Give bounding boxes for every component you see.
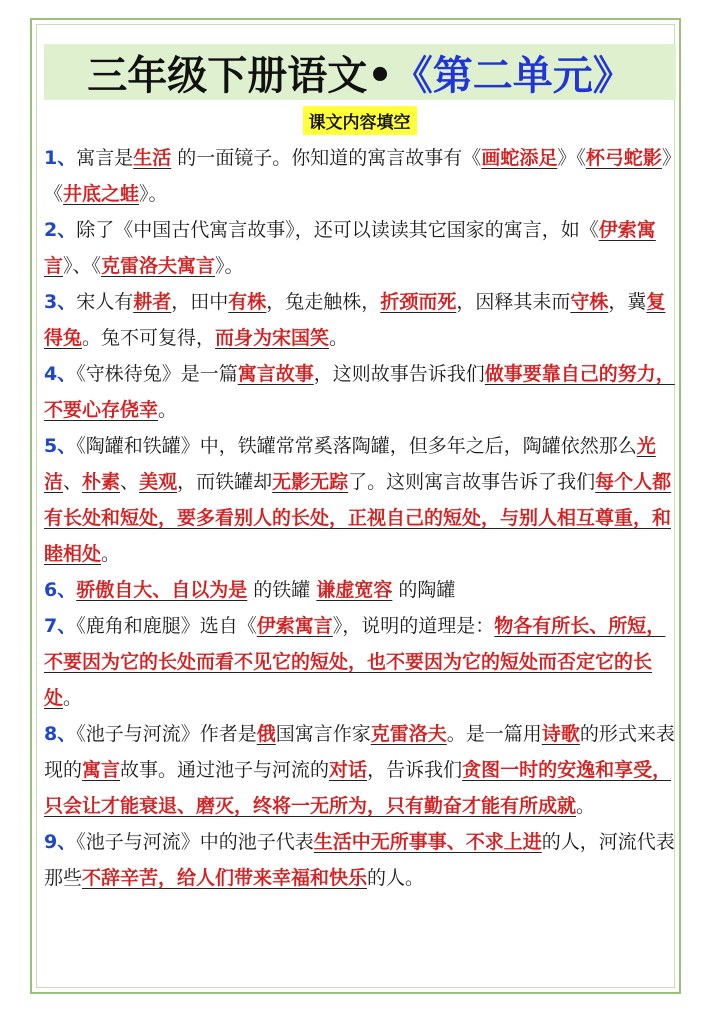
question-number: 3、 [44,291,77,313]
question-text: 。兔不可复得， [82,327,216,349]
page-title [44,44,676,100]
question-text: 、 [63,471,83,493]
answer-text: 耕者 [133,291,172,313]
question-text: ，这则故事告诉我们 [313,363,485,385]
question-text: 宋人有 [76,291,134,313]
question-text: 。 [329,327,349,349]
question-text: 。 [576,795,596,817]
answer-text: 守株 [570,291,609,313]
question-text: 寓言是 [76,147,134,169]
answer-text: 骄傲自大、自以为是 [76,579,248,601]
question-text: 的陶罐 [392,579,456,601]
question-text: ，因释其耒而 [456,291,571,313]
question-text: 。 [158,399,178,421]
question-number: 6、 [44,579,77,601]
question-text: 的人，河流代表那些 [44,831,675,889]
subtitle: 课文内容填空 [303,106,417,135]
answer-text: 寓言 [82,759,121,781]
question-item [44,572,676,608]
answer-text: 伊索寓言 [44,219,656,277]
question-text: 》。 [139,183,168,205]
question-text: 《池子与河流》中的池子代表 [76,831,314,853]
answer-text: 井底之蛙 [63,183,140,205]
question-list [44,140,676,896]
answer-text: 而身为宋国笑 [215,327,330,349]
answer-text: 美观 [139,471,178,493]
question-text: 《陶罐和铁罐》中，铁罐常常奚落陶罐，但多年之后，陶罐依然那么 [76,435,637,457]
answer-text: 复得兔 [44,291,666,349]
question-text: ，冀 [608,291,647,313]
question-text: 的形式来表现的 [44,723,675,781]
answer-text: 有株 [228,291,267,313]
question-number: 4、 [44,363,77,385]
question-text: 》、《 [63,255,102,277]
question-number: 7、 [44,615,77,637]
question-item [44,716,676,824]
question-item [44,212,676,284]
question-text: 除了《中国古代寓言故事》，还可以读读其它国家的寓言，如《 [76,219,599,241]
answer-text: 贪图一时的安逸和享受，只会让才能衰退、磨灭，终将一无所为，只有勤奋才能有所成就 [44,759,672,817]
question-number: 9、 [44,831,77,853]
answer-text: 光洁 [44,435,656,493]
answer-text: 谦虚宽容 [316,579,393,601]
answer-text: 朴素 [82,471,121,493]
answer-text: 克雷洛夫 [370,723,447,745]
question-item [44,356,676,428]
question-text: 》《 [44,147,672,205]
question-text: ，告诉我们 [367,759,463,781]
question-text: 》，说明的道理是： [332,615,495,637]
question-item [44,608,676,716]
question-number: 8、 [44,723,77,745]
question-text: 》《 [557,147,586,169]
question-text: 的人。 [367,867,425,889]
answer-text: 无影无踪 [272,471,349,493]
answer-text: 做事要靠自己的努力，不要心存侥幸 [44,363,675,421]
answer-text: 俄 [256,723,276,745]
question-text: 。 [63,687,83,709]
question-text: ，而铁罐却 [177,471,273,493]
question-text: 。是一篇用 [446,723,542,745]
question-item [44,824,676,896]
subtitle-row [0,106,719,135]
answer-text: 折颈而死 [380,291,457,313]
question-text: 的铁罐 [247,579,317,601]
question-text: 《池子与河流》作者是 [76,723,257,745]
answer-text: 不辞辛苦，给人们带来幸福和快乐 [82,867,368,889]
question-text: 了。这则寓言故事告诉了我们 [348,471,596,493]
question-text: 。 [101,543,121,565]
question-text: 的一面镜子。你知道的寓言故事有《 [171,147,482,169]
question-item [44,284,676,356]
answer-text: 伊索寓言 [256,615,333,637]
title-main: 三年级下册语文• [87,52,393,99]
question-number: 5、 [44,435,77,457]
answer-text: 画蛇添足 [481,147,558,169]
answer-text: 寓言故事 [237,363,314,385]
answer-text: 对话 [329,759,368,781]
question-text: 《鹿角和鹿腿》选自《 [76,615,257,637]
answer-text: 生活 [133,147,172,169]
question-text: ，兔走触株， [266,291,381,313]
answer-text: 每个人都有长处和短处，要多看别人的长处，正视自己的短处，与别人相互尊重，和睦相处 [44,471,672,565]
question-text: ，田中 [171,291,229,313]
question-item [44,140,676,212]
question-text: 》。 [215,255,244,277]
title-highlight: 《第二单元》 [392,52,633,99]
question-number: 1、 [44,147,77,169]
question-text: 、 [120,471,140,493]
question-text: 《守株待兔》是一篇 [76,363,238,385]
answer-text: 克雷洛夫寓言 [101,255,216,277]
question-text: 国寓言作家 [275,723,371,745]
question-number: 2、 [44,219,77,241]
answer-text: 诗歌 [541,723,580,745]
answer-text: 物各有所长、所短，不要因为它的长处而看不见它的短处，也不要因为它的短处而否定它的长处 [44,615,666,709]
answer-text: 生活中无所事事、不求上进 [313,831,542,853]
question-text: 故事。通过池子与河流的 [120,759,330,781]
answer-text: 杯弓蛇影 [585,147,662,169]
question-item [44,428,676,572]
